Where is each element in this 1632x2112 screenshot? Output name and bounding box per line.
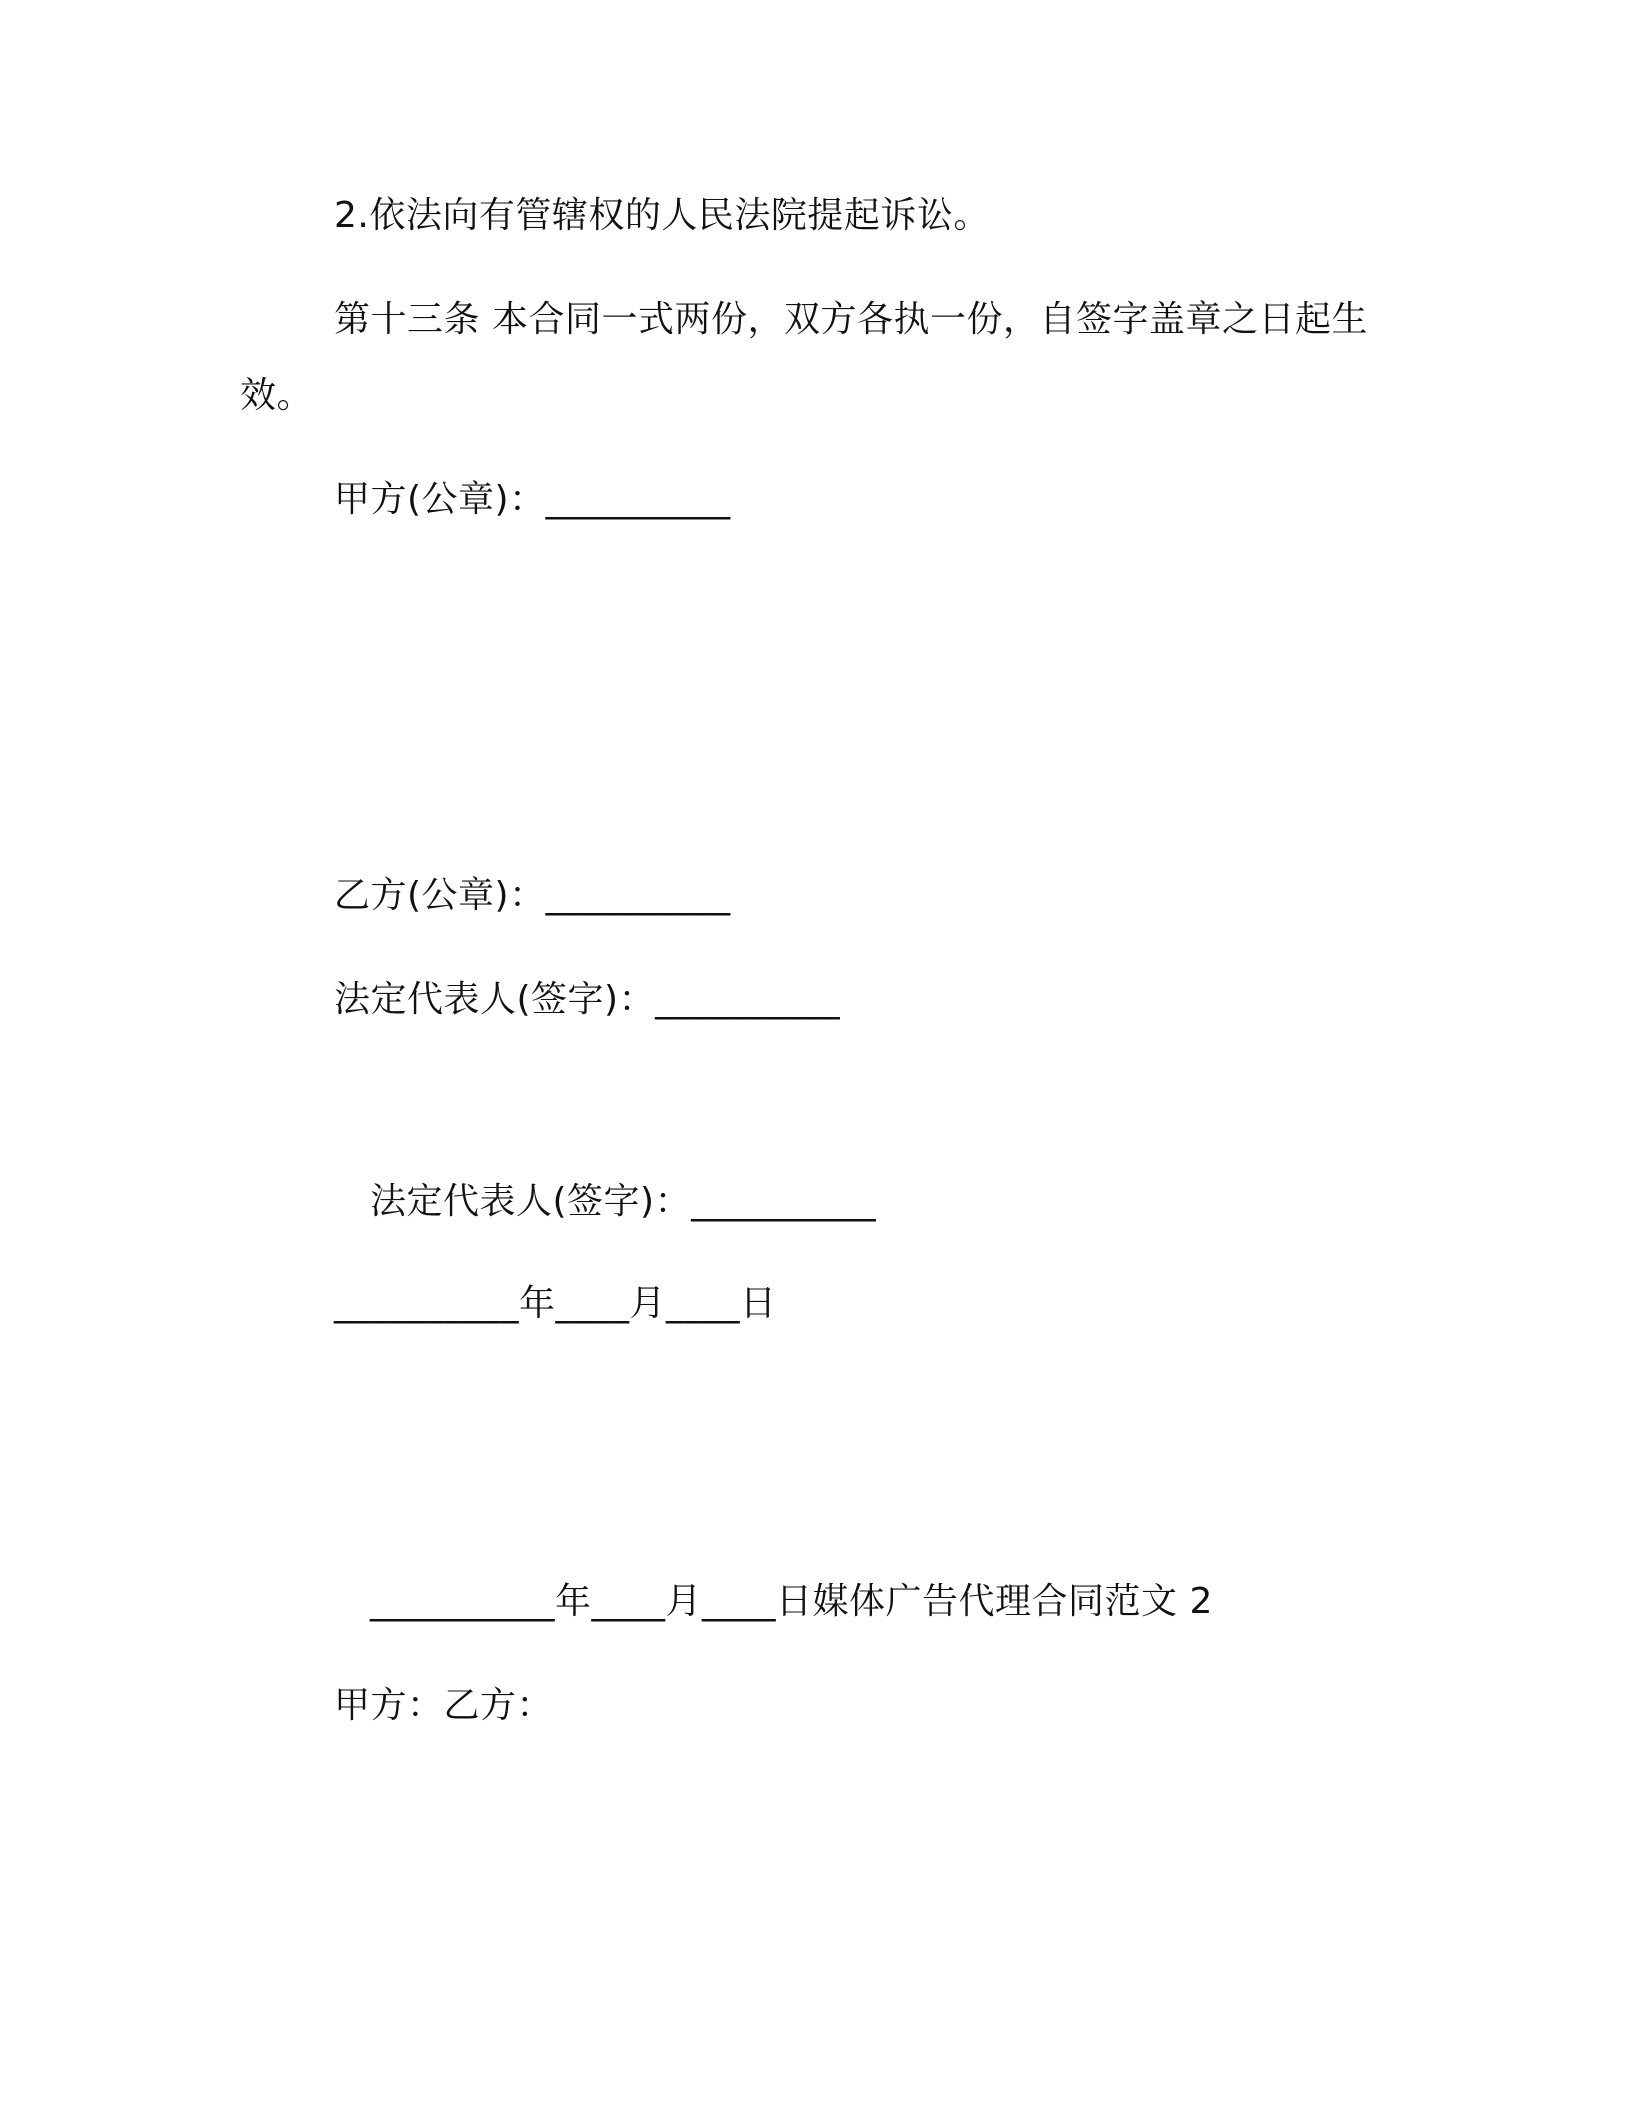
article-13-text: 第十三条 本合同一式两份，双方各执一份，自签字盖章之日起生 — [334, 299, 1368, 340]
clause-item-2: 2.依法向有管辖权的人民法院提起诉讼。 — [334, 195, 990, 236]
parties-line: 甲方：乙方： — [334, 1685, 554, 1726]
party-b-seal-field: 乙方(公章)：__________ — [334, 875, 731, 916]
date-field: __________年____月____日 — [334, 1283, 777, 1324]
date-and-title-line: __________年____月____日媒体广告代理合同范文 2 — [370, 1581, 1213, 1622]
legal-rep-signature-field-1: 法定代表人(签字)：__________ — [334, 979, 841, 1020]
legal-rep-signature-field-2: 法定代表人(签字)：__________ — [370, 1181, 877, 1222]
party-a-seal-field: 甲方(公章)：__________ — [334, 479, 731, 520]
article-13-continuation: 效。 — [240, 375, 314, 416]
